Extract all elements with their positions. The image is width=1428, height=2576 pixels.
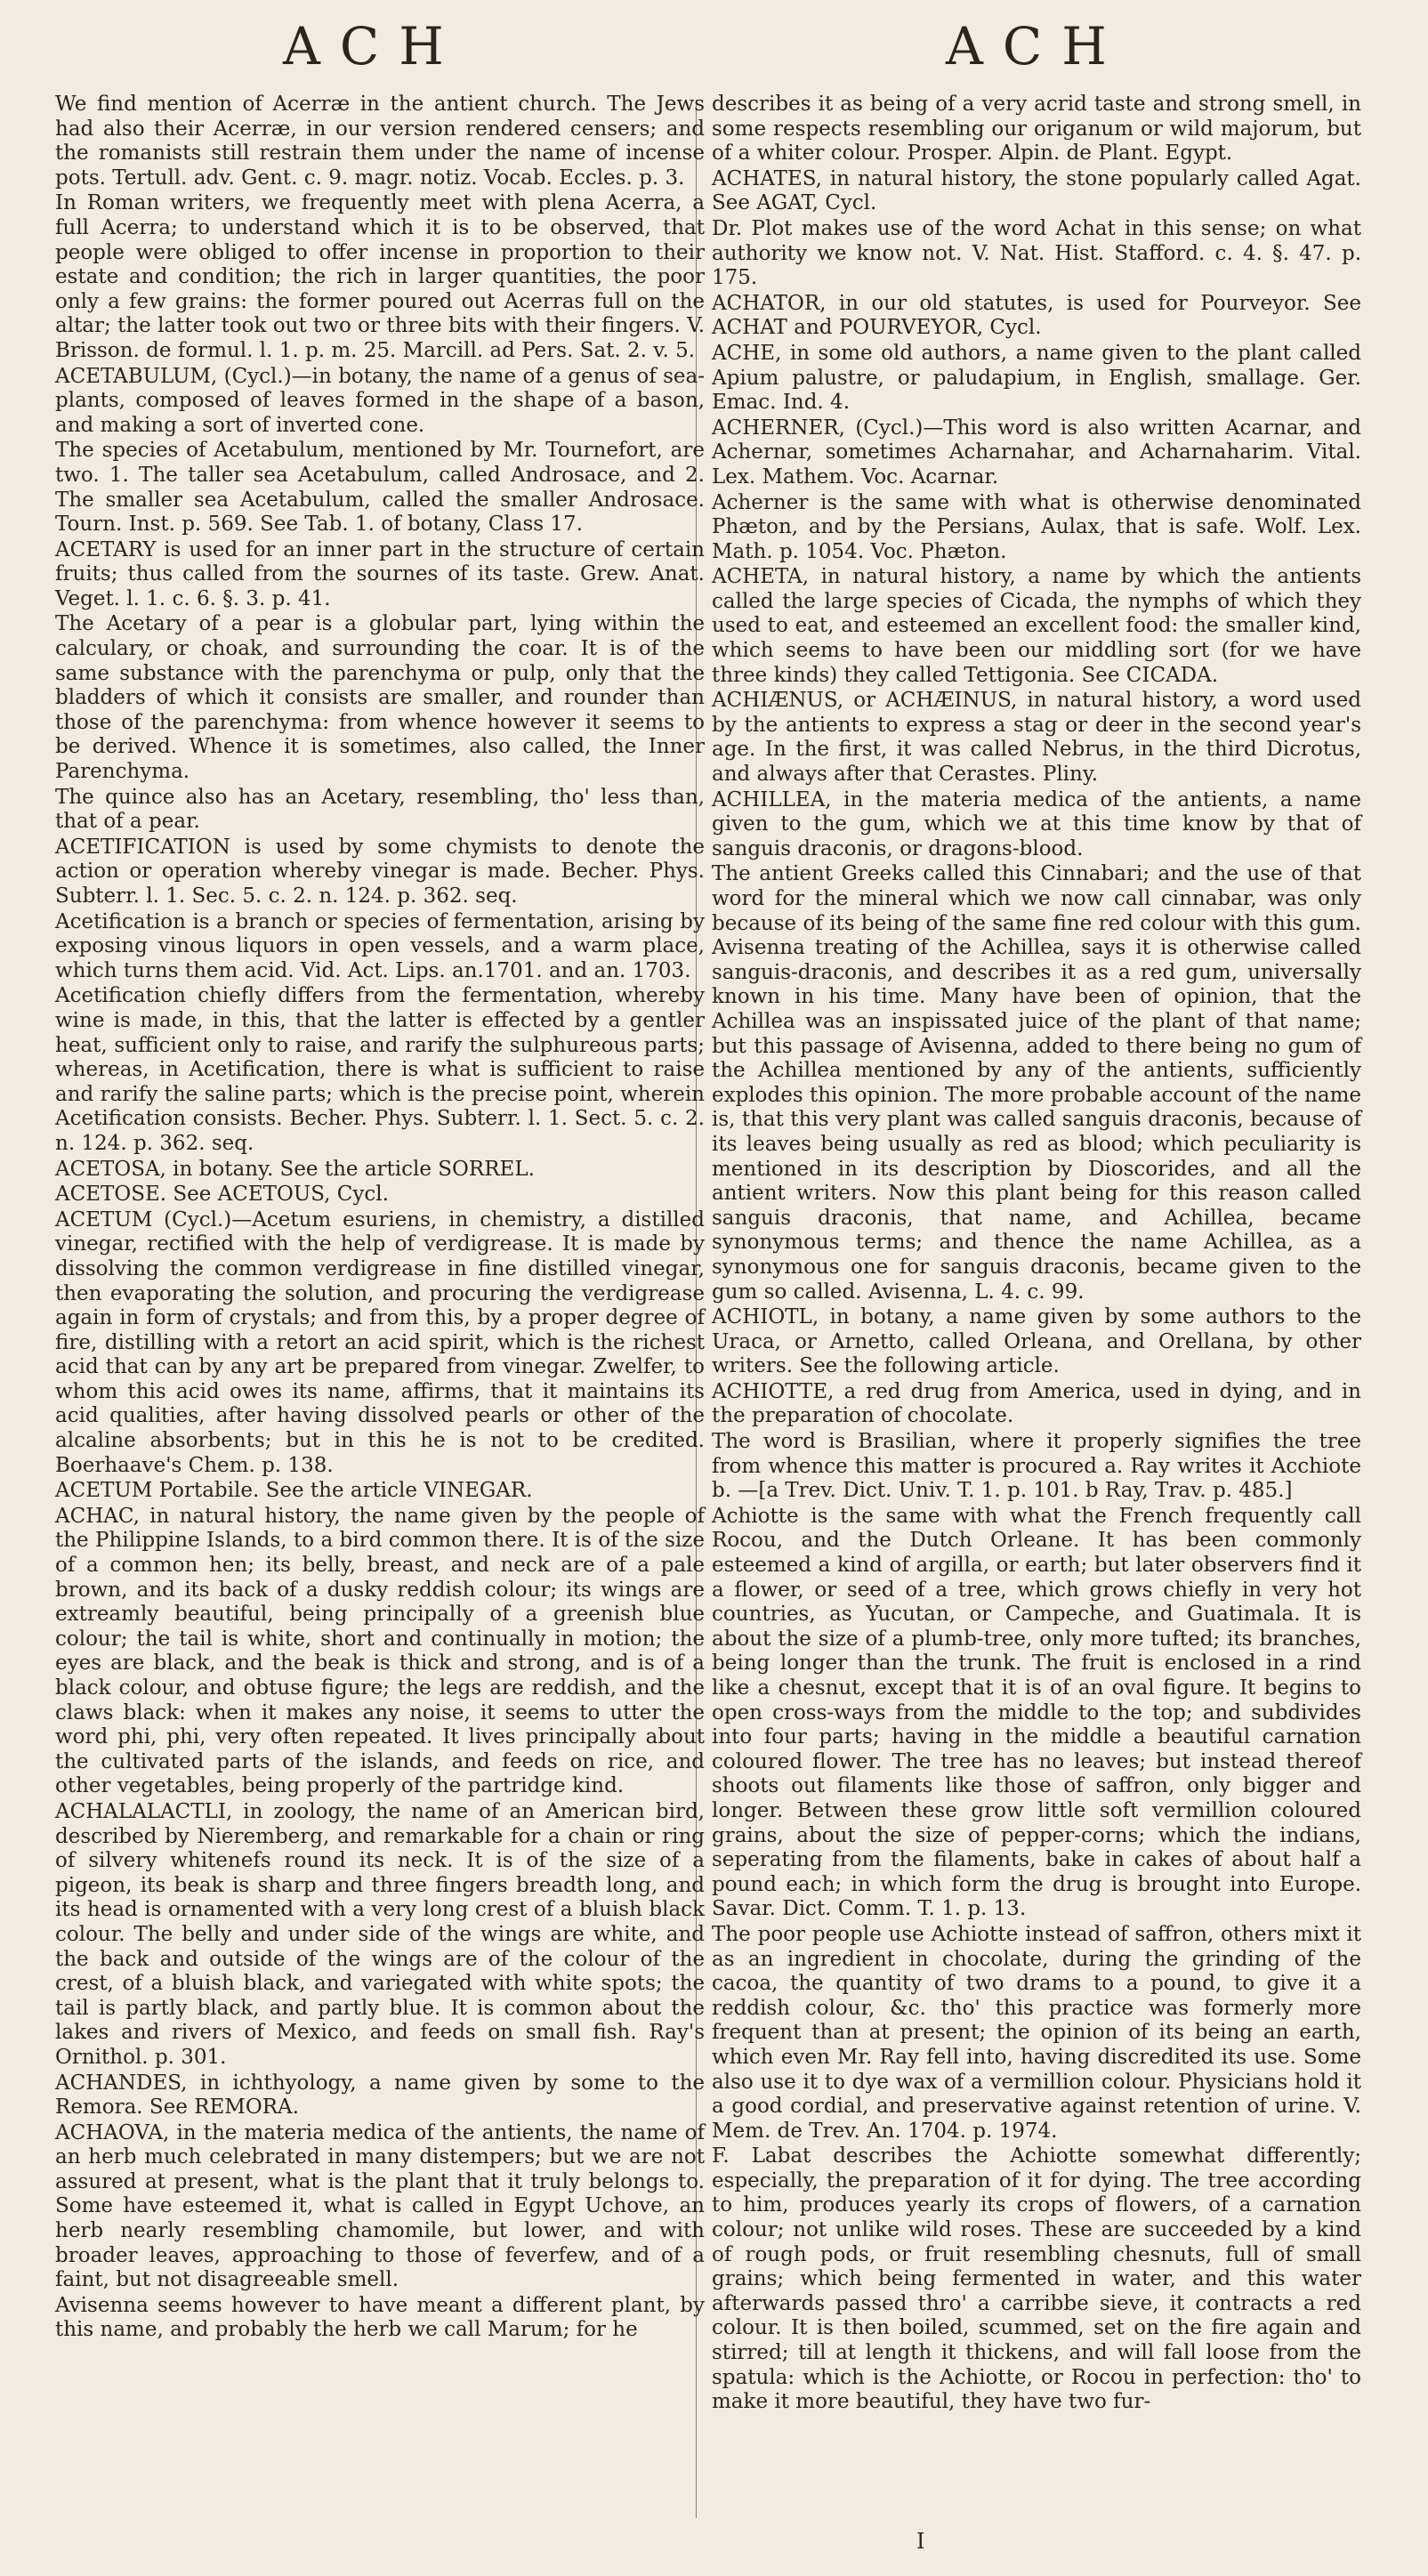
paragraph: Avisenna seems however to have meant a different plant, by this name, and probably the herb we call Marum; for he — [55, 2293, 705, 2342]
paragraph: The species of Acetabulum, mentioned by Mr. Tournefort, are two. 1. The taller sea Acetabulum, called Androsace, and 2. The smaller sea Acetabulum, called the smaller Androsace. Tourn. Inst. p. 569. See Tab. 1. of botany, Class 17. — [55, 439, 705, 537]
entry-achiotl: ACHIOTL, in botany, a name given by some authors to the Uraca, or Arnetto, called Orleana, and Orellana, by other writers. See the following article. — [712, 1305, 1361, 1378]
entry-achac: ACHAC, in natural history, the name given by the people of the Philippine Islands, to a bird common there. It is of the size of a common hen; its belly, breast, and neck are of a pale brown, and its back of a dusky reddish colour; its wings are extreamly beautiful, being principally of a greenish blue colour; the tail is white, short and continually in motion; the eyes are black, and the beak is thick and strong, and is of a black colour, and obtuse figure; the legs are reddish, and the claws black: when it makes any noise, it seems to utter the word phi, phi, very often repeated. It lives principally about the cultivated parts of the islands, and feeds on rice, and other vegetables, being properly of the partridge kind. — [55, 1504, 705, 1798]
entry-achiotte: ACHIOTTE, a red drug from America, used in dying, and in the preparation of chocolate. — [712, 1379, 1361, 1428]
paragraph: The quince also has an Acetary, resembling, tho' less than, that of a pear. — [55, 785, 705, 834]
entry-acetary: ACETARY is used for an inner part in the structure of certain fruits; thus called from the sournes of its taste. Grew. Anat. Veget. l. 1. c. 6. §. 3. p. 41. — [55, 537, 705, 610]
running-head-left: ACH — [283, 16, 464, 77]
signature-mark: I — [916, 2529, 925, 2554]
entry-acheta: ACHETA, in natural history, a name by which the antients called the large species of Cicada, the nymphs of which they used to eat, and esteemed an excellent food: the smaller kind, which seems to have been our middling sort (for we have three kinds) they called Tettigonia. See CICADA. — [712, 565, 1361, 687]
entry-acetabulum: ACETABULUM, (Cycl.)—in botany, the name of a genus of sea-plants, composed of leaves formed in the shape of a bason, and making a sort of inverted cone. — [55, 364, 705, 437]
paragraph: Acetification chiefly differs from the fermentation, whereby wine is made, in this, that the latter is effected by a gentler heat, sufficient only to raise, and rarify the sulphureous parts; whereas, in Acetification, there is what is sufficient to raise and rarify the saline parts; which is the precise point, wherein Acetification consists. Becher. Phys. Subterr. l. 1. Sect. 5. c. 2. n. 124. p. 362. seq. — [55, 984, 705, 1155]
paragraph: We find mention of Acerræ in the antient church. The Jews had also their Acerræ, in our version rendered censers; and the romanists still restrain them under the name of incense pots. Tertull. adv. Gent. c. 9. magr. notiz. Vocab. Eccles. p. 3. — [55, 93, 705, 190]
paragraph: The word is Brasilian, where it properly signifies the tree from whence this matter is procured a. Ray writes it Acchiote b. —[a Trev. Dict. Univ. T. 1. p. 101. b Ray, Trav. p. 485.] — [712, 1430, 1361, 1503]
paragraph: The Acetary of a pear is a globular part, lying within the calculary, or choak, and surrounding the coar. It is of the same substance with the parenchyma or pulp, only that the bladders of which it consists are smaller, and rounder than those of the parenchyma: from whence however it seems to be derived. Whence it is sometimes, also called, the Inner Parenchyma. — [55, 612, 705, 784]
entry-achates: ACHATES, in natural history, the stone popularly called Agat. See AGAT, Cycl. — [712, 166, 1361, 215]
entry-achaova: ACHAOVA, in the materia medica of the antients, the name of an herb much celebrated in many distempers; but we are not assured at present, what is the plant that it truly belongs to. Some have esteemed it, what is called in Egypt Uchove, an herb nearly resembling chamomile, but lower, and with broader leaves, approaching to those of feverfew, and of a faint, but not disagreeable smell. — [55, 2120, 705, 2292]
entry-acetum-portabile: ACETUM Portabile. See the article VINEGAR. — [55, 1479, 533, 1503]
entry-achandes: ACHANDES, in ichthyology, a name given by some to the Remora. See REMORA. — [55, 2071, 705, 2120]
entry-achalalactli: ACHALALACTLI, in zoology, the name of an American bird, described by Nieremberg, and remarkable for a chain or ring of silvery whitenefs round its neck. It is of the size of a pigeon, its beak is sharp and three fingers breadth long, and its head is ornamented with a very long crest of a bluish black colour. The belly and under side of the wings are white, and the back and outside of the wings are of the colour of the crest, of a bluish black, and variegated with white spots; the tail is partly black, and partly blue. It is common about the lakes and rivers of Mexico, and feeds on small fish. Ray's Ornithol. p. 301. — [55, 1799, 705, 2069]
entry-achiaenus: ACHIÆNUS, or ACHÆINUS, in natural history, a word used by the antients to express a stag or deer in the second year's age. In the first, it was called Nebrus, in the third Dicrotus, and always after that Cerastes. Pliny. — [712, 689, 1361, 787]
paragraph: Acetification is a branch or species of fermentation, arising by exposing vinous liquors in open vessels, and a warm place, which turns them acid. Vid. Act. Lips. an.1701. and an. 1703. — [55, 909, 705, 982]
paragraph: In Roman writers, we frequently meet with plena Acerra, a full Acerra; to understand which it is to be observed, that people were obliged to offer incense in proportion to their estate and condition; the rich in larger quantities, the poor only a few grains: the former poured out Acerras full on the altar; the latter took out two or three bits with their fingers. V. Brisson. de formul. l. 1. p. m. 25. Marcill. ad Pers. Sat. 2. v. 5. — [55, 191, 705, 362]
right-column — [712, 93, 1361, 2416]
entry-achillea: ACHILLEA, in the materia medica of the antients, a name given to the gum, which we at this time know by that of sanguis draconis, or dragons-blood. — [712, 787, 1361, 860]
paragraph: Achiotte is the same with what the French frequently call Rocou, and the Dutch Orleane. It has been commonly esteemed a kind of argilla, or earth; but later observers find it a flower, or seed of a tree, which grows chiefly in very hot countries, as Yucutan, or Campeche, and Guatimala. It is about the size of a plumb-tree, only more tufted; its branches, being longer than the trunk. The fruit is enclosed in a rind like a chesnut, except that it is of an oval figure. It begins to open cross-ways from the middle to the top; and subdivides into four parts; having in the middle a beautiful carnation coloured flower. The tree has no leaves; but instead thereof shoots out filaments like those of saffron, only bigger and longer. Between these grow little soft vermillion coloured grains, about the size of pepper-corns; which the indians, seperating from the filaments, bake in cakes of about half a pound each; in which form the drug is brought into Europe. Savar. Dict. Comm. T. 1. p. 13. — [712, 1504, 1361, 1921]
running-head-right: ACH — [946, 16, 1126, 77]
entry-achator: ACHATOR, in our old statutes, is used for Pourveyor. See ACHAT and POURVEYOR, Cycl. — [712, 291, 1361, 340]
paragraph: The antient Greeks called this Cinnabari; and the use of that word for the mineral which we now call cinnabar, was only because of its being of the same fine red colour with this gum. Avisenna treating of the Achillea, says it is otherwise called sanguis-draconis, and describes it as a red gum, universally known in his time. Many have been of opinion, that the Achillea was an inspissated juice of the plant of that name; but this passage of Avisenna, added to there being no gum of the Achillea mentioned by any of the antients, sufficiently explodes this opinion. The more probable account of the name is, that this very plant was called sanguis draconis, because of its leaves being usually as red as blood; which peculiarity is mentioned in its description by Dioscorides, and all the antient writers. Now this plant being for this reason called sanguis draconis, that name, and Achillea, became synonymous terms; and thence the name Achillea, as a synonymous one for sanguis draconis, became given to the gum so called. Avisenna, L. 4. c. 99. — [712, 862, 1361, 1304]
entry-acetification: ACETIFICATION is used by some chymists to denote the action or operation whereby vinegar is made. Becher. Phys. Subterr. l. 1. Sec. 5. c. 2. n. 124. p. 362. seq. — [55, 835, 705, 908]
entry-acetum: ACETUM (Cycl.)—Acetum esuriens, in chemistry, a distilled vinegar, rectified with the help of verdigrease. It is made by dissolving the common verdigrease in fine distilled vinegar, then evaporating the solution, and procuring the verdigrease again in form of crystals; and from this, by a proper degree of fire, distilling with a retort an acid spirit, which is the richest acid that can by any art be prepared from vinegar. Zwelfer, to whom this acid owes its name, affirms, that it maintains its acid qualities, after having dissolved pearls or other of the alcaline absorbents; but in this he is not to be credited. Boerhaave's Chem. p. 138. — [55, 1207, 705, 1477]
paragraph: describes it as being of a very acrid taste and strong smell, in some respects resembling our origanum or wild majorum, but of a whiter colour. Prosper. Alpin. de Plant. Egypt. — [712, 93, 1361, 166]
paragraph: F. Labat describes the Achiotte somewhat differently; especially, the preparation of it for dying. The tree according to him, produces yearly its crops of flowers, of a carnation colour; not unlike wild roses. These are succeeded by a kind of rough pods, or fruit resembling chesnuts, full of small grains; which being fermented in water, and this water afterwards passed thro' a carribbe sieve, it contracts a red colour. It is then boiled, scummed, set on the fire again and stirred; till at length it thickens, and will fall loose from the spatula: which is the Achiotte, or Rocou in perfection: tho' to make it more beautiful, they have two fur- — [712, 2144, 1361, 2414]
entry-acherner: ACHERNER, (Cycl.)—This word is also written Acarnar, and Achernar, sometimes Acharnahar, and Acharnaharim. Vital. Lex. Mathem. Voc. Acarnar. — [712, 416, 1361, 489]
entry-acetose: ACETOSE. See ACETOUS, Cycl. — [55, 1183, 389, 1207]
entry-acetosa: ACETOSA, in botany. See the article SORREL. — [55, 1157, 535, 1181]
entry-ache: ACHE, in some old authors, a name given to the plant called Apium palustre, or paludapium, in English, smallage. Ger. Emac. Ind. 4. — [712, 341, 1361, 415]
paragraph: Acherner is the same with what is otherwise denominated Phæton, and by the Persians, Aulax, that is safe. Wolf. Lex. Math. p. 1054. Voc. Phæton. — [712, 490, 1361, 563]
paragraph: The poor people use Achiotte instead of saffron, others mixt it as an ingredient in chocolate, during the grinding of the cacoa, the quantity of two drams to a pound, to give it a reddish colour, &c. tho' this practice was formerly more frequent than at present; the opinion of its being an earth, which even Mr. Ray fell into, having discredited its use. Some also use it to dye wax of a vermillion colour. Physicians hold it a good cordial, and preservative against retention of urine. V. Mem. de Trev. An. 1704. p. 1974. — [712, 1922, 1361, 2143]
paragraph: Dr. Plot makes use of the word Achat in this sense; on what authority we know not. V. Nat. Hist. Stafford. c. 4. §. 47. p. 175. — [712, 216, 1361, 290]
left-column — [55, 93, 705, 2344]
